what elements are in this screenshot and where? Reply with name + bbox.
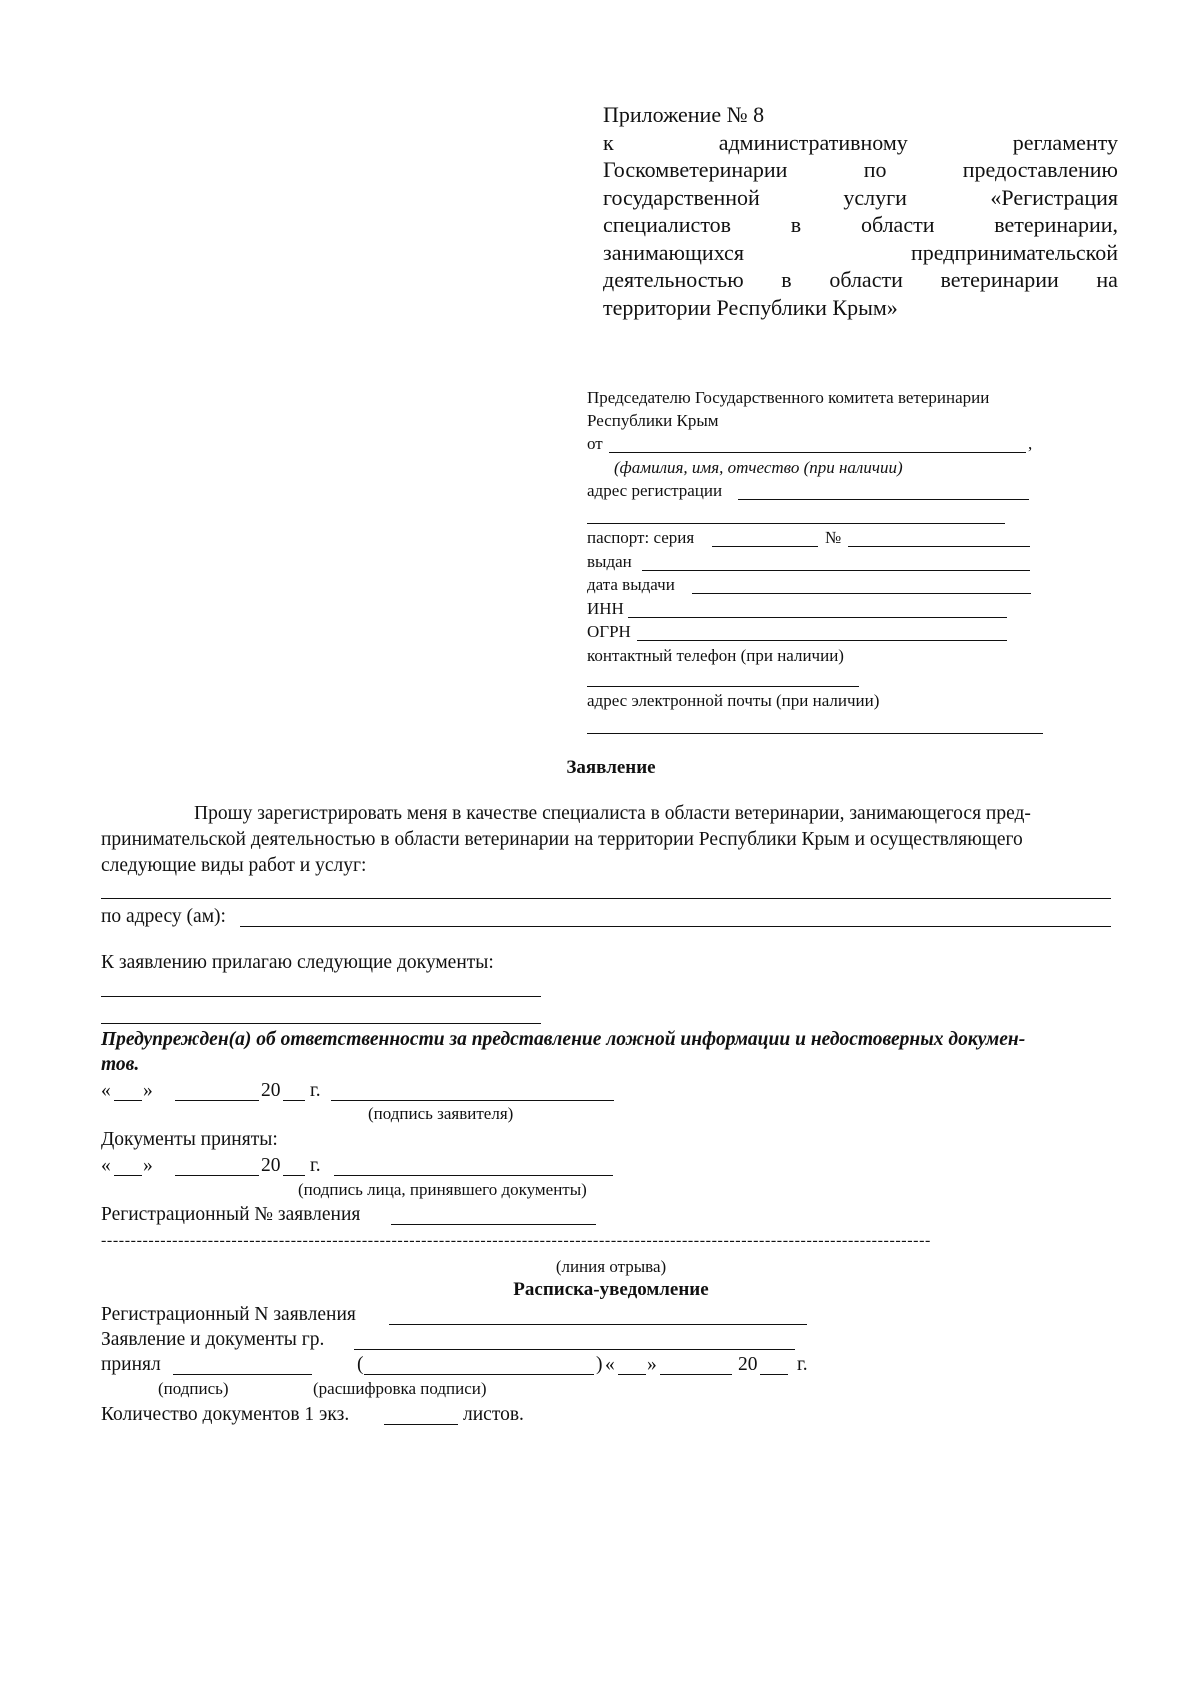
accepted-by-label: принял — [101, 1354, 161, 1375]
receipt-date-open-quote: « — [605, 1354, 615, 1375]
receipt-year-label: 20 — [738, 1354, 758, 1375]
receipt-month-field[interactable] — [660, 1374, 732, 1375]
application-body-line-2: принимательской деятельностью в области ветеринарии на территории Республики Крым и осуществляющего — [101, 829, 1023, 850]
tear-line-label: (линия отрыва) — [555, 1257, 667, 1276]
accepter-date-close-quote: » — [143, 1155, 153, 1176]
docs-accepted-label: Документы приняты: — [101, 1129, 278, 1150]
appendix-row: к административному регламенту — [603, 129, 1118, 155]
application-body-line-1: Прошу зарегистрировать меня в качестве специалиста в области ветеринарии, занимающегося пред- — [194, 803, 1031, 824]
appendix-row: занимающихся предпринимательской — [603, 239, 1118, 265]
tear-line: -------------------------------------------------------------------------------------------------------------------------------------------- — [101, 1232, 931, 1249]
appendix-row: Госкомветеринарии по предоставлению — [603, 157, 1118, 182]
passport-number-field[interactable] — [848, 546, 1030, 547]
applicant-year-label: 20 — [261, 1080, 281, 1101]
sheet-count-field[interactable] — [384, 1424, 458, 1425]
reg-address-label: адрес регистрации — [587, 481, 723, 500]
receipt-day-field[interactable] — [618, 1374, 646, 1375]
docs-from-label: Заявление и документы гр. — [101, 1329, 325, 1350]
from-comma: , — [1028, 434, 1033, 453]
reg-address-field-2[interactable] — [587, 523, 1005, 524]
appendix-row: деятельностью в области ветеринарии на — [603, 267, 1118, 292]
warning-line-1: Предупрежден(а) об ответственности за представление ложной информации и недостоверных докумен- — [101, 1029, 1026, 1050]
applicant-date-close-quote: » — [143, 1080, 153, 1101]
application-title: Заявление — [566, 757, 656, 778]
email-field[interactable] — [587, 733, 1043, 734]
applicant-year-suffix: г. — [310, 1080, 321, 1101]
fio-hint: (фамилия, имя, отчество (при наличии) — [614, 458, 903, 477]
applicant-signature-hint: (подпись заявителя) — [368, 1104, 514, 1123]
passport-number-sign: № — [825, 528, 842, 547]
appendix-last-line: территории Республики Крым» — [603, 294, 898, 320]
appendix-title: Приложение № 8 — [603, 102, 765, 127]
receipt-year-suffix: г. — [797, 1354, 808, 1375]
addressee-line-2: Республики Крым — [587, 411, 719, 430]
from-label: от — [587, 434, 603, 453]
applicant-year-field[interactable] — [283, 1100, 305, 1101]
receipt-title: Расписка-уведомление — [513, 1279, 709, 1300]
receipt-signature-hint: (подпись) — [158, 1379, 229, 1398]
attachment-field-2[interactable] — [101, 1023, 541, 1024]
accepter-day-field[interactable] — [114, 1175, 142, 1176]
email-label: адрес электронной почты (при наличии) — [587, 691, 880, 710]
warning-line-2: тов. — [101, 1054, 140, 1075]
receipt-decoding-field[interactable] — [364, 1374, 594, 1375]
passport-series-field[interactable] — [712, 546, 818, 547]
appendix-block — [603, 101, 1118, 321]
accepter-date-open-quote: « — [101, 1155, 111, 1176]
accepter-signature-hint: (подпись лица, принявшего документы) — [298, 1180, 587, 1199]
appendix-row: специалистов в области ветеринарии, — [603, 212, 1118, 237]
attachment-field-1[interactable] — [101, 996, 541, 997]
docs-from-field[interactable] — [354, 1349, 795, 1350]
applicant-month-field[interactable] — [175, 1100, 259, 1101]
inn-field[interactable] — [628, 617, 1007, 618]
address-label: по адресу (ам): — [101, 906, 226, 927]
receipt-reg-number-label: Регистрационный N заявления — [101, 1304, 356, 1325]
paren-open: ( — [357, 1354, 364, 1375]
fio-field[interactable] — [609, 452, 1026, 453]
passport-series-label: паспорт: серия — [587, 528, 695, 547]
applicant-signature-field[interactable] — [331, 1100, 614, 1101]
issued-field[interactable] — [642, 570, 1030, 571]
inn-label: ИНН — [587, 599, 624, 618]
accepter-year-label: 20 — [261, 1155, 281, 1176]
issue-date-field[interactable] — [692, 593, 1031, 594]
receipt-year-field[interactable] — [760, 1374, 788, 1375]
sheets-label: листов. — [463, 1404, 524, 1425]
attachments-label: К заявлению прилагаю следующие документы: — [101, 952, 494, 973]
issue-date-label: дата выдачи — [587, 575, 675, 594]
accepter-month-field[interactable] — [175, 1175, 259, 1176]
accepter-signature-field[interactable] — [334, 1175, 613, 1176]
ogrn-field[interactable] — [637, 640, 1007, 641]
appendix-row: государственной услуги «Регистрация — [603, 184, 1118, 210]
reg-number-label: Регистрационный № заявления — [101, 1204, 361, 1225]
paren-close: ) — [596, 1354, 603, 1375]
receipt-decoding-hint: (расшифровка подписи) — [313, 1379, 487, 1398]
receipt-reg-number-field[interactable] — [389, 1324, 807, 1325]
applicant-date-open-quote: « — [101, 1080, 111, 1101]
address-field[interactable] — [240, 926, 1111, 927]
reg-address-field[interactable] — [738, 499, 1029, 500]
doc-count-label: Количество документов 1 экз. — [101, 1404, 350, 1425]
application-body-line-3: следующие виды работ и услуг: — [101, 855, 367, 876]
phone-field[interactable] — [587, 686, 859, 687]
addressee-line-1: Председателю Государственного комитета ветеринарии — [587, 388, 990, 407]
receipt-date-close-quote: » — [647, 1354, 657, 1375]
reg-number-field[interactable] — [391, 1224, 596, 1225]
ogrn-label: ОГРН — [587, 622, 631, 641]
accepter-year-suffix: г. — [310, 1155, 321, 1176]
issued-label: выдан — [587, 552, 632, 571]
applicant-day-field[interactable] — [114, 1100, 142, 1101]
phone-label: контактный телефон (при наличии) — [587, 646, 844, 665]
services-field[interactable] — [101, 898, 1111, 899]
accepter-year-field[interactable] — [283, 1175, 305, 1176]
receipt-signature-field[interactable] — [173, 1374, 312, 1375]
